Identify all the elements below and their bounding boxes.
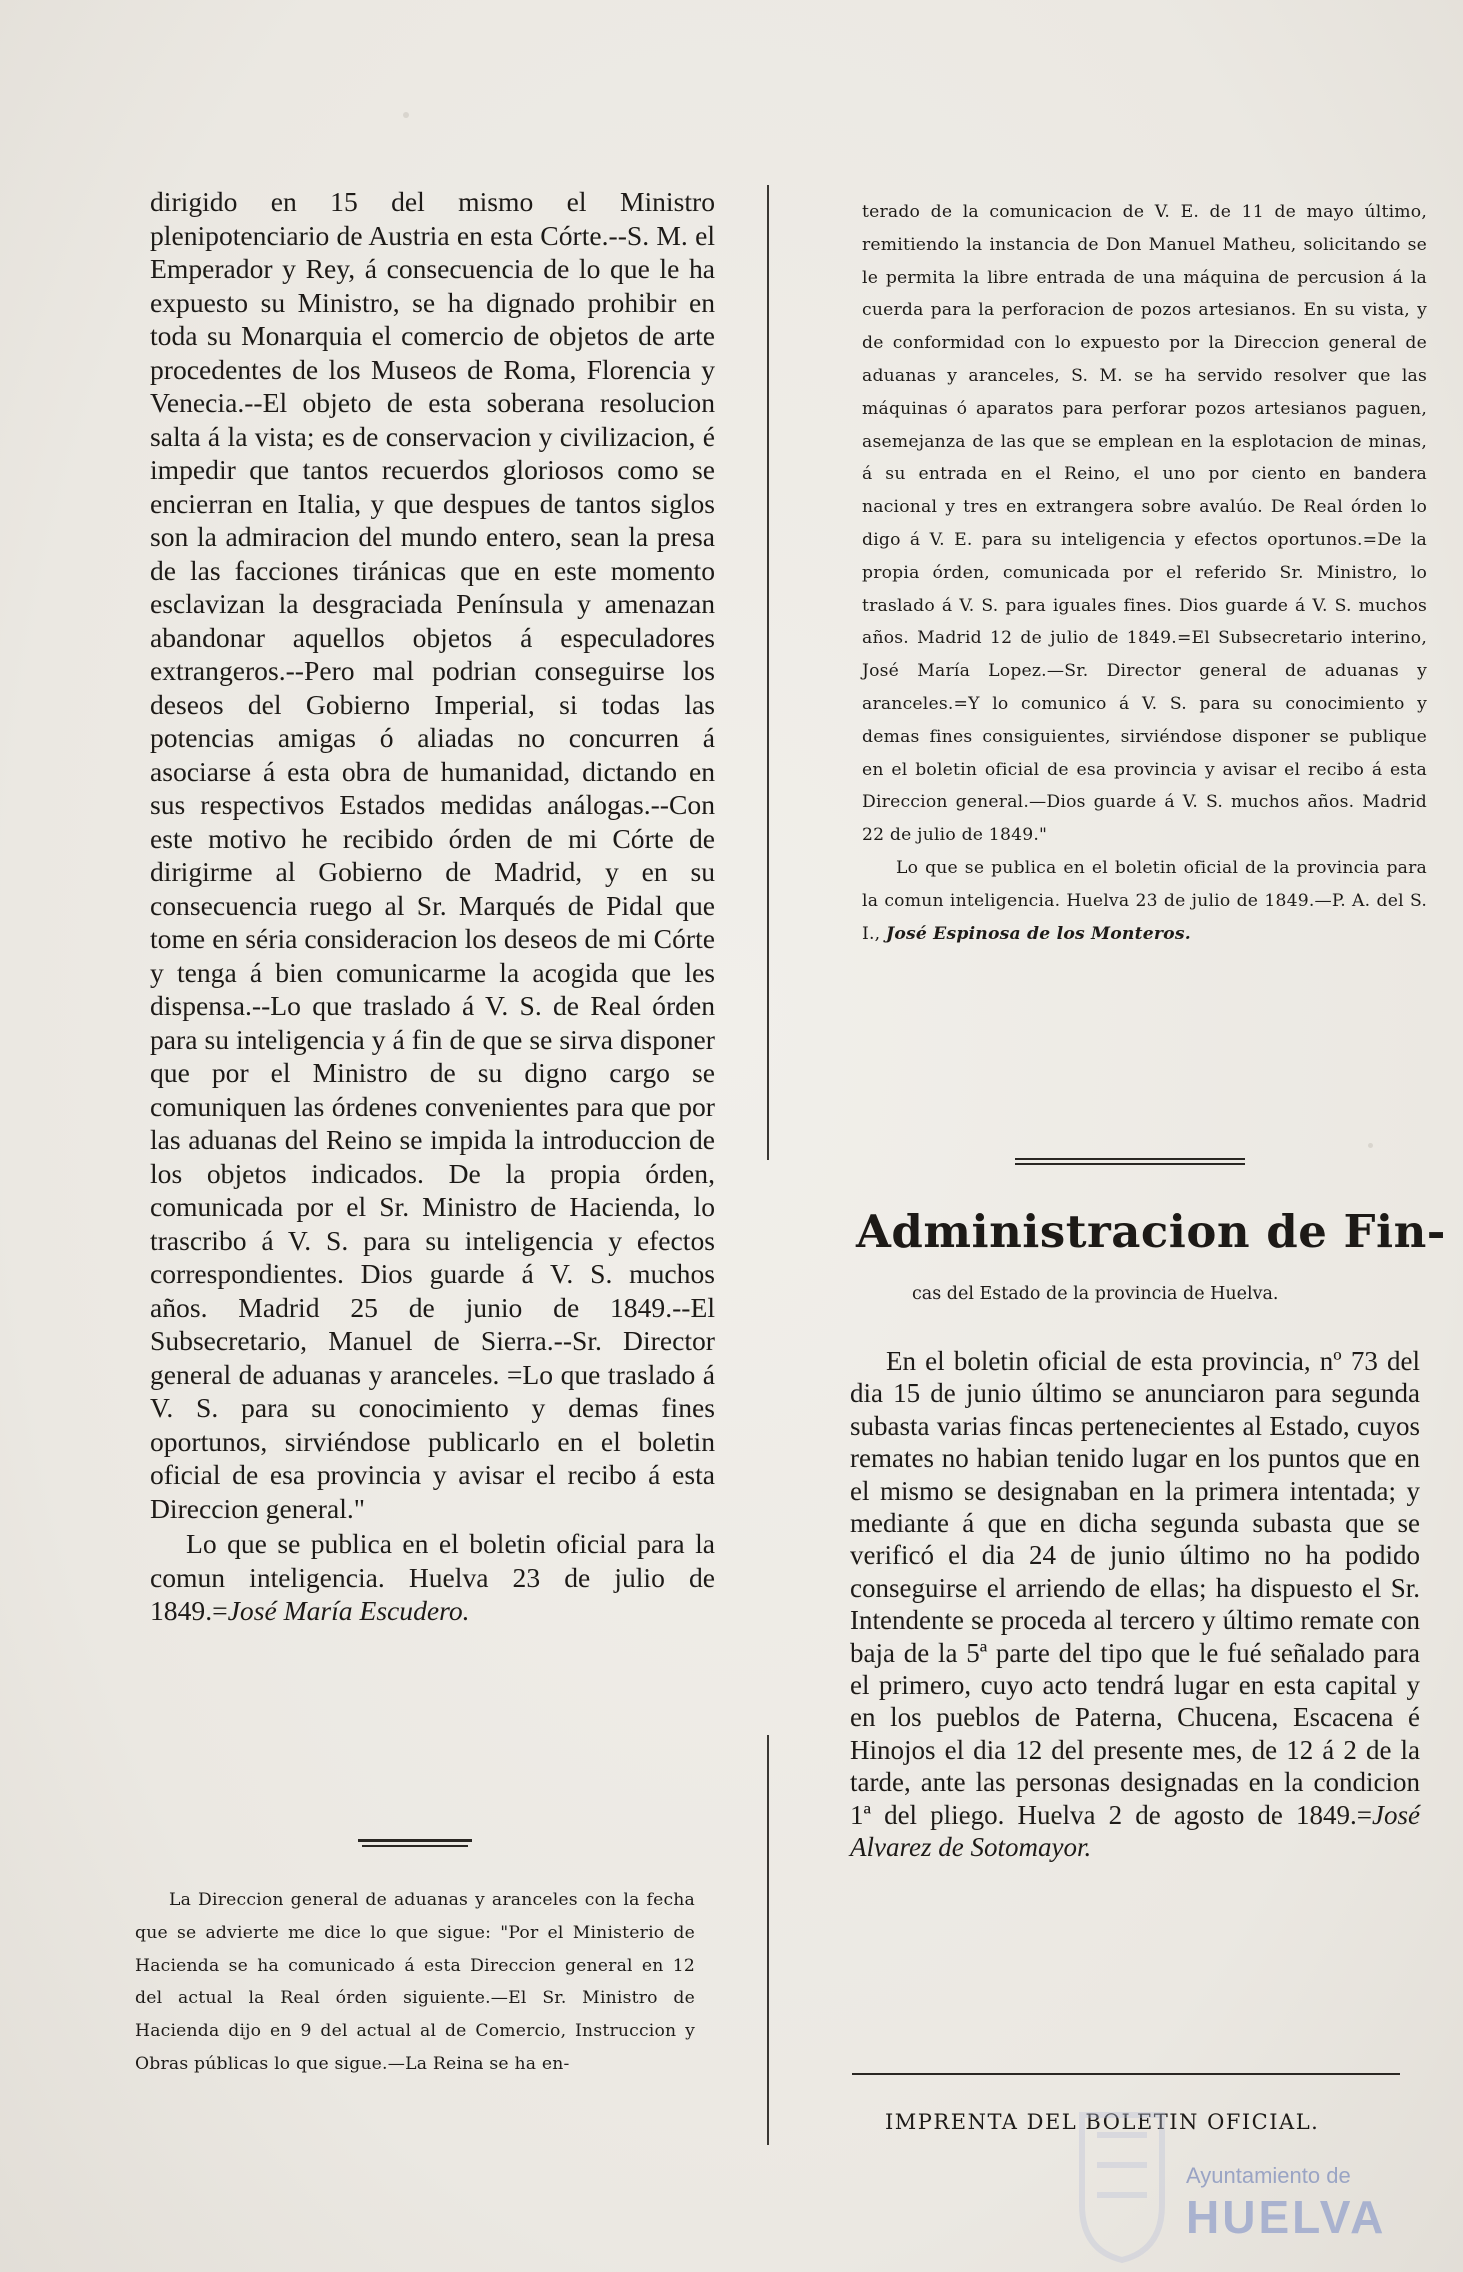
left-paragraph-continued-letter: dirigido en 15 del mismo el Ministro plenipotenciario de Austria en esta Córte.--S. M. el Emperador y Rey, á consecuencia de lo que le ha expuesto su Ministro, se ha dignado prohibir en toda su Monarquia el comercio de objetos de arte procedentes de los Museos de Roma, Florencia y Venecia.--El objeto de esta soberana resolucion salta á la vista; es de conservacion y civilizacion, é impedir que tantos recuerdos gloriosos como se encierran en Italia, y que despues de tantos siglos son la admiracion del mundo entero, sean la presa de las facciones tiránicas que en este momento esclavizan la desgraciada Península y amenazan abandonar aquellos objetos á especuladores extrangeros.--Pero mal podrian conseguirse los deseos del Gobierno Imperial, si todas las potencias amigas ó aliadas no concurren á asociarse á esta obra de humanidad, dictando en sus respectivos Estados medidas análogas.--Con este motivo he recibido órden de mi Córte de dirigirme al Gobierno de Madrid, y en su consecuencia ruego al Sr. Marqués de Pidal que tome en séria consideracion los deseos de mi Córte y tenga á bien comunicarme la acogida que les dispensa.--Lo que traslado á V. S. de Real órden para su inteligencia y á fin de que se sirva disponer que por el Ministro de su digno cargo se comuniquen las órdenes convenientes para que por las aduanas del Reino se impida la introduccion de los objetos indicados. De la propia órden, comunicada por el Sr. Ministro de Hacienda, lo trascribo á V. S. para su inteligencia y efectos correspondientes. Dios guarde á V. S. muchos años. Madrid 25 de junio de 1849.--El Subsecretario, Manuel de Sierra.--Sr. Director general de aduanas y aranceles. =Lo que traslado á V. S. para su conocimiento y demas fines oportunos, sirviéndose publicarlo en el boletin oficial de esa provincia y avisar el recibo á esta Direccion general." (150, 186, 715, 1524)
section-divider (1015, 1158, 1245, 1165)
left-signature-escudero: José María Escudero. (227, 1595, 470, 1626)
watermark-text-huelva: HUELVA (1186, 2191, 1387, 2243)
right-signature-sotomayor: José Alvarez de Sotomayor. (850, 1799, 1420, 1863)
paper-speck (403, 112, 409, 118)
right-paragraph-continued-letter: terado de la comunicacion de V. E. de 11 de mayo último, remitiendo la instancia de Don Manuel Matheu, solicitando se le permita la libre entrada de una máquina de percusion á la cuerda para la perforacion de pozos artesianos. En su vista, y de conformidad con lo expuesto por la Direccion general de aduanas y aranceles, S. M. se ha servido resolver que las máquinas ó aparatos para perforar pozos artesianos paguen, asemejanza de las que se emplean en la esplotacion de minas, á su entrada en el Reino, el uno por ciento en bandera nacional y tres en extrangera sobre avalúo. De Real órden lo digo á V. E. para su inteligencia y efectos oportunos.=De la propia órden, comunicada por el referido Sr. Ministro, lo traslado á V. S. para iguales fines. Dios guarde á V. S. muchos años. Madrid 12 de julio de 1849.=El Subsecretario interino, José María Lopez.—Sr. Director general de aduanas y aranceles.=Y lo comunico á V. S. para su conocimiento y demas fines consiguientes, sirviéndose disponer se publique en el boletin oficial de esa provincia y avisar el recibo á esta Direccion general.—Dios guarde á V. S. muchos años. Madrid 22 de julio de 1849." (862, 202, 1427, 846)
left-paragraph-publication-notice (150, 1527, 715, 1628)
right-column (862, 196, 1427, 950)
left-column (150, 185, 715, 1628)
paper-speck (1368, 1143, 1373, 1148)
left-column-lower (135, 1884, 695, 2081)
left-paragraph-aduanas-letter: La Direccion general de aduanas y aranceles con la fecha que se advierte me dice lo que sigue: "Por el Ministerio de Hacienda se ha comunicado á esta Direccion general en 12 del actual la Real órden siguiente.—El Sr. Ministro de Hacienda dijo en 9 del actual al de Comercio, Instruccion y Obras públicas lo que sigue.—La Reina se ha en- (135, 1890, 695, 2074)
section-subheading: cas del Estado de la provincia de Huelva. (912, 1284, 1279, 1304)
right-paragraph-publication-notice (862, 852, 1427, 950)
section-rule (362, 1845, 468, 1847)
right-notice-text: Lo que se publica en el boletin oficial de la provincia para la comun inteligencia. Huelva 23 de julio de 1849.—P. A. del S. I., (862, 857, 1427, 944)
column-divider (767, 1735, 769, 2145)
right-column-lower (850, 1345, 1420, 1864)
printer-imprint: IMPRENTA DEL BOLETIN OFICIAL. (885, 2110, 1320, 2134)
right-paragraph-finca-auction (850, 1345, 1420, 1864)
auction-notice-text: En el boletin oficial de esta provincia, nº 73 del dia 15 de junio último se anunciaron para segunda subasta varias fincas pertenecientes al Estado, cuyos remates no habian tenido lugar en los puntos que en el mismo se designaban en la primera intentada; y mediante á que en dicha segunda subasta que se verificó el dia 24 de junio último no ha podido conseguirse el arriendo de ellas; ha dispuesto el Sr. Intendente se proceda al tercero y último remate con baja de la 5ª parte del tipo que le fué señalado para el primero, cuyo acto tendrá lugar en esta capital y en los pueblos de Paterna, Chucena, Escacena é Hinojos el dia 12 del presente mes, de 12 á 2 de la tarde, ante las personas designadas en la condicion 1ª del pliego. Huelva 2 de agosto de 1849.= (850, 1346, 1420, 1830)
left-notice-text: Lo que se publica en el boletin oficial para la comun inteligencia. Huelva 23 de julio de 1849.= (150, 1528, 715, 1626)
section-heading: Administracion de Fin- (856, 1205, 1446, 1258)
column-divider (767, 185, 769, 1160)
footer-rule (852, 2073, 1400, 2075)
right-signature-espinosa: José Espinosa de los Monteros. (885, 923, 1191, 944)
watermark-text-top: Ayuntamiento de (1186, 2163, 1351, 2188)
section-rule (358, 1839, 472, 1842)
